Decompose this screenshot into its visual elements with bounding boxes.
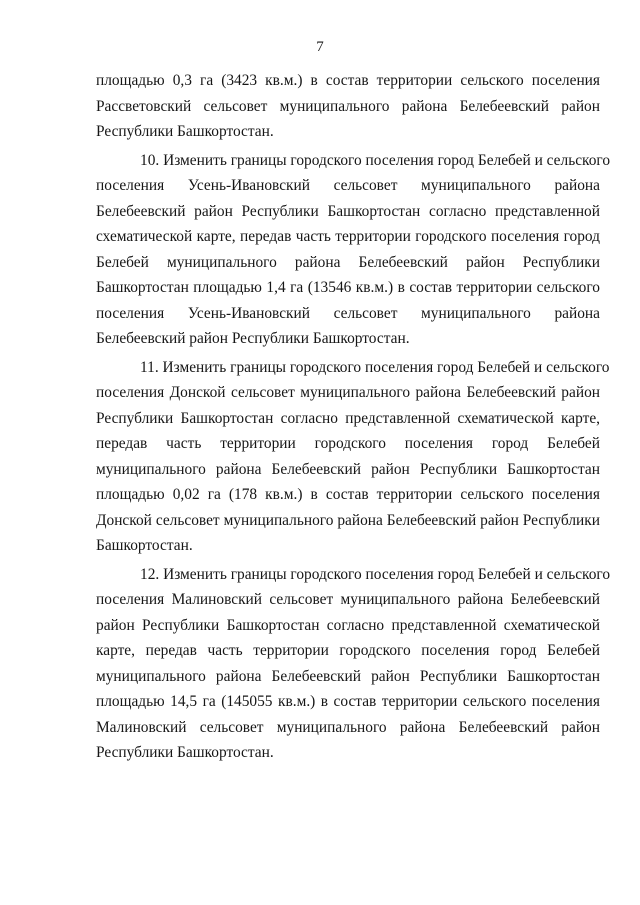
text-line: Республики Башкортостан. — [96, 123, 274, 140]
text-line: муниципального района Белебеевский район Республики Башкортостан — [96, 460, 600, 478]
text-line: Малиновский сельсовет муниципального района Белебеевский район — [96, 718, 600, 736]
paragraph-continuation — [96, 68, 600, 145]
text-line: Донской сельсовет муниципального района Белебеевский район Республики — [96, 511, 600, 529]
text-line: площадью 0,02 га (178 кв.м.) в состав территории сельского поселения — [96, 486, 600, 503]
text-line: карте, передав часть территории городского поселения город Белебей — [96, 642, 600, 659]
text-line: поселения Усень-Ивановский сельсовет муниципального района — [96, 304, 600, 322]
text-line: Рассветовский сельсовет муниципального района Белебеевский район — [96, 97, 600, 115]
text-line: 12. Изменить границы городского поселения город Белебей и сельского — [140, 565, 611, 583]
page-number: 7 — [316, 39, 324, 55]
text-line: Башкортостан. — [96, 537, 193, 554]
text-line: схематической карте, передав часть территории городского поселения город — [96, 228, 600, 245]
text-line: площадью 0,3 га (3423 кв.м.) в состав территории сельского поселения — [96, 72, 600, 89]
text-line: Республики Башкортостан. — [96, 744, 274, 761]
text-line: площадью 14,5 га (145055 кв.м.) в состав территории сельского поселения — [96, 693, 600, 710]
text-line: передав часть территории городского поселения город Белебей — [96, 435, 600, 452]
text-line: муниципального района Белебеевский район Республики Башкортостан — [96, 667, 600, 685]
text-line: район Республики Башкортостан согласно представленной схематической — [96, 616, 600, 634]
text-line: поселения Донской сельсовет муниципального района Белебеевский район — [96, 384, 600, 401]
text-line: Белебеевский район Республики Башкортостан согласно представленной — [96, 202, 600, 220]
text-line: Белебеевский район Республики Башкортостан. — [96, 330, 410, 347]
text-line: Республики Башкортостан согласно представленной схематической карте, — [96, 409, 600, 427]
text-line: Белебей муниципального района Белебеевский район Республики — [96, 253, 600, 271]
text-line: 11. Изменить границы городского поселения город Белебей и сельского — [140, 358, 610, 376]
paragraph-item-10 — [96, 148, 611, 352]
text-line: 10. Изменить границы городского поселения город Белебей и сельского — [140, 151, 611, 169]
paragraph-item-12 — [96, 562, 611, 766]
document-body — [96, 68, 611, 766]
text-line: поселения Малиновский сельсовет муниципального района Белебеевский — [96, 591, 600, 608]
text-line: Башкортостан площадью 1,4 га (13546 кв.м.) в состав территории сельского — [96, 279, 600, 296]
paragraph-item-11 — [96, 355, 610, 559]
text-line: поселения Усень-Ивановский сельсовет муниципального района — [96, 177, 600, 194]
